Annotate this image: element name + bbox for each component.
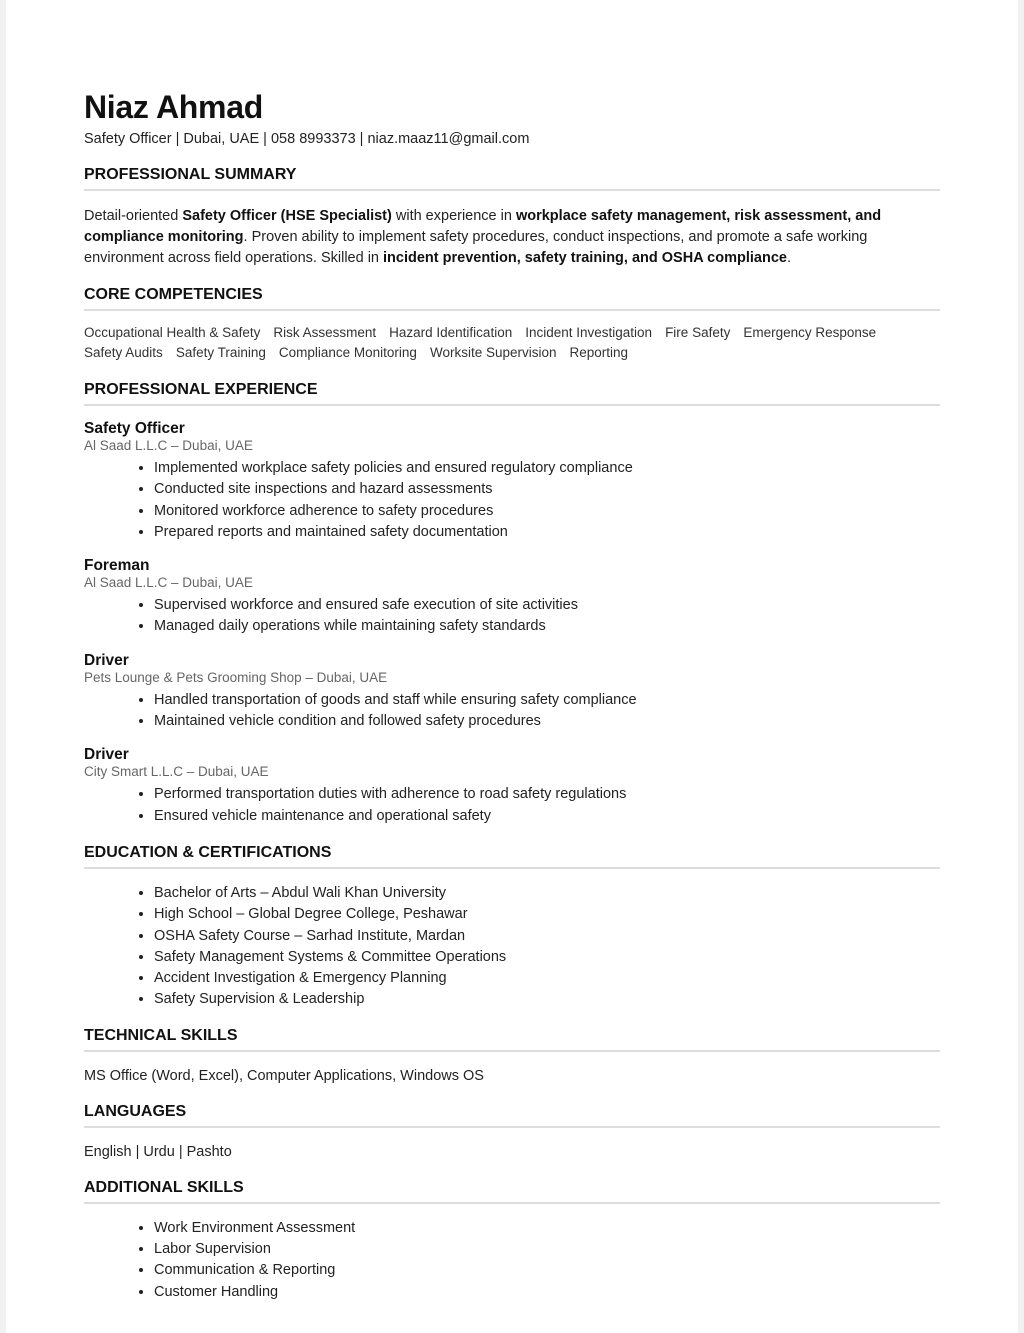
job-bullets (84, 690, 940, 733)
section-heading: CORE COMPETENCIES (84, 285, 940, 311)
section-heading: TECHNICAL SKILLS (84, 1026, 940, 1052)
section-education (84, 843, 940, 1011)
additional-skill-item: • Work Environment Assessment (154, 1218, 940, 1239)
job-company: Al Saad L.L.C – Dubai, UAE (84, 438, 253, 453)
summary-bold: workplace safety management, risk assessment, and compliance monitoring (84, 208, 882, 245)
section-heading: PROFESSIONAL SUMMARY (84, 165, 940, 191)
education-item: • Bachelor of Arts – Abdul Wali Khan University (154, 883, 940, 904)
job-title: Driver (84, 651, 129, 669)
additional-skills-list (84, 1218, 940, 1303)
bullet-item: • Performed transportation duties with adherence to road safety regulations (154, 784, 940, 805)
summary-part: . Proven ability to implement safety procedures, conduct inspections, and promote a safe working environment across field operations. Skilled in (84, 229, 868, 266)
education-item: • High School – Global Degree College, Peshawar (154, 904, 940, 925)
languages-text: English | Urdu | Pashto (84, 1143, 232, 1160)
competency-item: Fire Safety (665, 325, 731, 340)
bullet-item: • Maintained vehicle condition and followed safety procedures (154, 711, 940, 732)
competency-item: Occupational Health & Safety (84, 325, 261, 340)
job-company: Al Saad L.L.C – Dubai, UAE (84, 575, 253, 591)
job-bullets (84, 595, 940, 638)
job-entry (84, 746, 940, 827)
section-additional (84, 1178, 940, 1303)
summary-part: with experience in (391, 208, 516, 224)
section-languages (84, 1102, 940, 1163)
bullet-item: • Managed daily operations while maintaining safety standards (154, 616, 940, 637)
education-item: • Safety Management Systems & Committee Operations (154, 947, 940, 968)
page-edge-right (1018, 0, 1024, 1333)
section-heading: ADDITIONAL SKILLS (84, 1178, 940, 1204)
competency-item: Hazard Identification (389, 325, 513, 340)
bullet-item: • Supervised workforce and ensured safe execution of site activities (154, 595, 940, 616)
job-company: City Smart L.L.C – Dubai, UAE (84, 764, 269, 780)
section-experience (84, 380, 940, 827)
education-item: • Safety Supervision & Leadership (154, 989, 940, 1010)
additional-skill-item: • Customer Handling (154, 1282, 940, 1303)
contact-line: Safety Officer | Dubai, UAE | 058 8993373 | niaz.maaz11@gmail.com (84, 131, 530, 147)
summary-bold: incident prevention, safety training, and OSHA compliance (383, 250, 787, 266)
education-list (84, 883, 940, 1011)
competency-item: Risk Assessment (273, 325, 377, 340)
resume-page (84, 88, 940, 1303)
competency-item: Incident Investigation (525, 325, 653, 340)
bullet-item: • Ensured vehicle maintenance and operational safety (154, 806, 940, 827)
job-bullets (84, 784, 940, 827)
job-entry (84, 557, 940, 638)
job-company: Pets Lounge & Pets Grooming Shop – Dubai, UAE (84, 669, 388, 685)
bullet-item: • Monitored workforce adherence to safety procedures (154, 501, 940, 522)
competency-item: Safety Audits (84, 345, 163, 360)
competency-item: Reporting (569, 345, 629, 360)
page-edge-left (0, 0, 6, 1333)
candidate-name: Niaz Ahmad (84, 89, 263, 125)
additional-skill-item: • Communication & Reporting (154, 1260, 940, 1281)
summary-part: Detail-oriented (84, 208, 183, 224)
competency-item: Compliance Monitoring (278, 345, 417, 360)
bullet-item: • Conducted site inspections and hazard assessments (154, 479, 940, 500)
job-bullets (84, 458, 940, 543)
bullet-item: • Handled transportation of goods and staff while ensuring safety compliance (154, 690, 940, 711)
bullet-item: • Prepared reports and maintained safety documentation (154, 522, 940, 543)
competency-item: Worksite Supervision (429, 345, 557, 360)
competency-item: Emergency Response (743, 325, 877, 340)
section-competencies (84, 285, 940, 363)
education-item: • OSHA Safety Course – Sarhad Institute, Mardan (154, 926, 940, 947)
section-heading: PROFESSIONAL EXPERIENCE (84, 380, 940, 406)
job-title: Driver (84, 746, 129, 764)
section-heading: LANGUAGES (84, 1102, 940, 1128)
bullet-item: • Implemented workplace safety policies and ensured regulatory compliance (154, 458, 940, 479)
additional-skill-item: • Labor Supervision (154, 1239, 940, 1260)
job-entry (84, 652, 940, 733)
job-title: Foreman (84, 557, 150, 575)
summary-bold: Safety Officer (HSE Specialist) (182, 208, 392, 224)
summary-part: . (786, 250, 791, 266)
section-heading: EDUCATION & CERTIFICATIONS (84, 843, 940, 869)
section-technical (84, 1026, 940, 1087)
summary-text (84, 206, 940, 269)
competency-list (84, 323, 940, 363)
job-entry (84, 420, 940, 543)
competency-item: Safety Training (175, 345, 266, 360)
section-summary (84, 165, 940, 269)
education-item: • Accident Investigation & Emergency Planning (154, 968, 940, 989)
technical-skills-text: MS Office (Word, Excel), Computer Applications, Windows OS (84, 1067, 484, 1084)
job-title: Safety Officer (84, 420, 185, 437)
